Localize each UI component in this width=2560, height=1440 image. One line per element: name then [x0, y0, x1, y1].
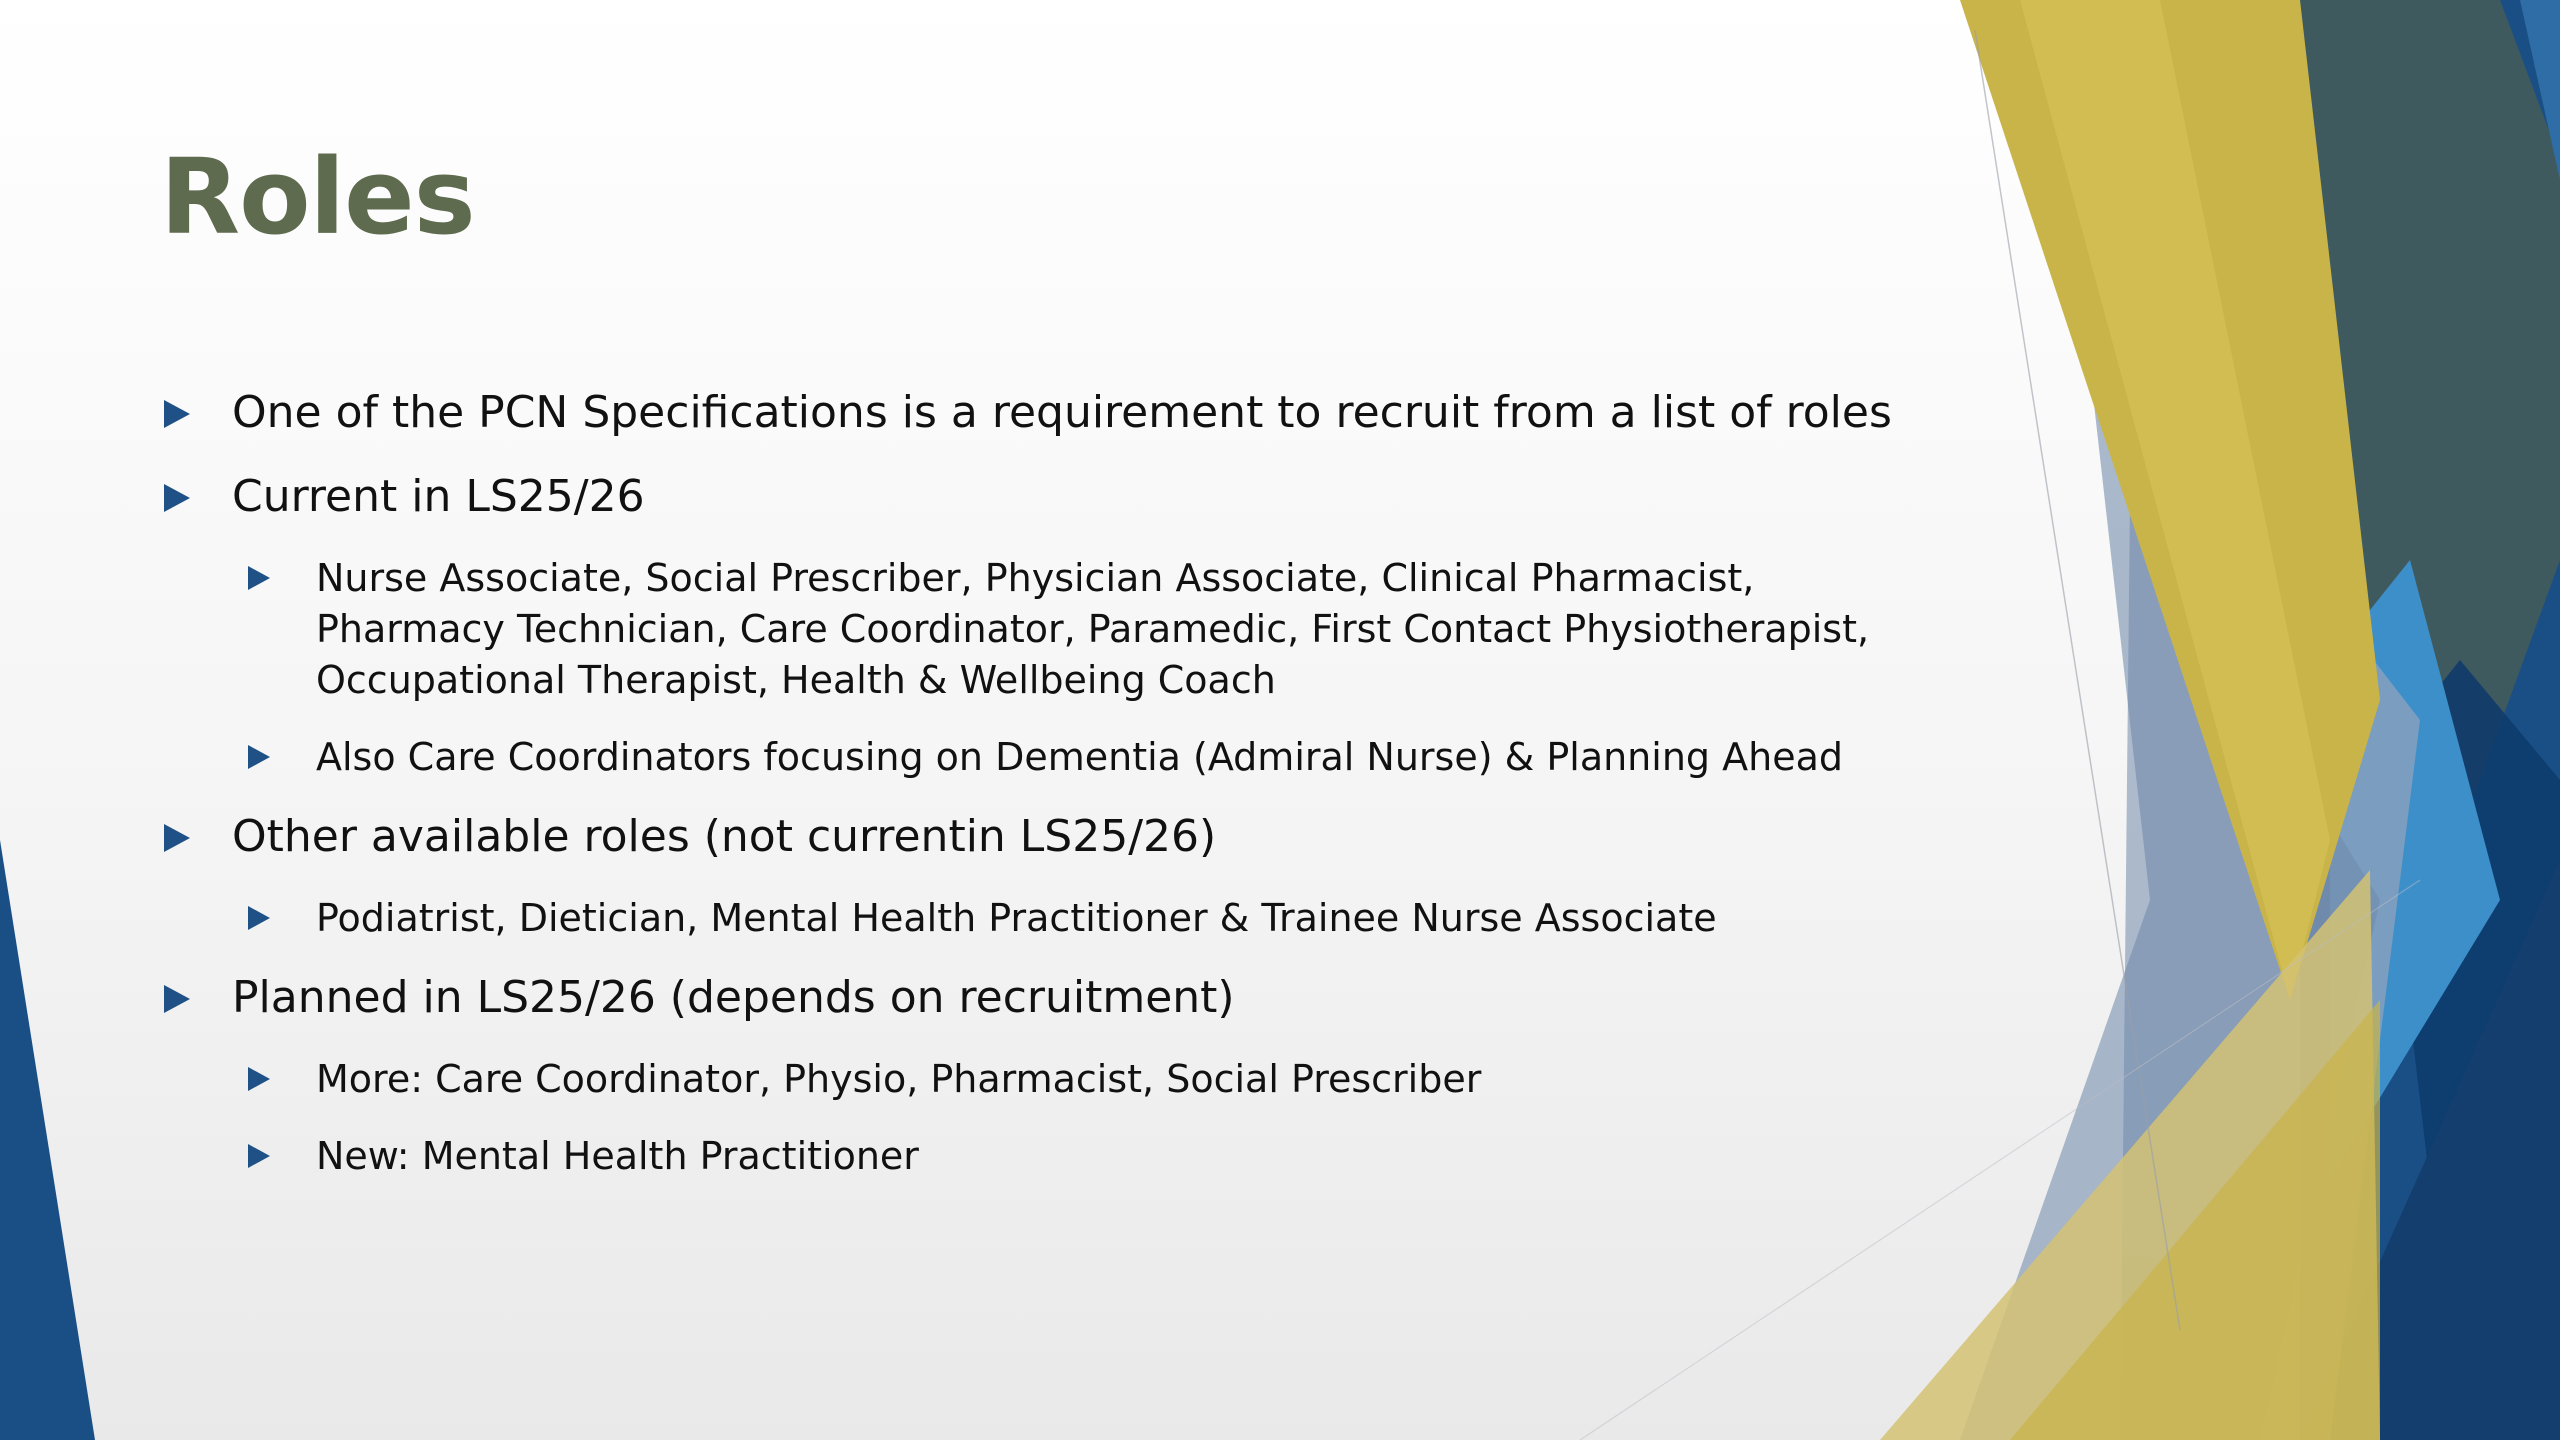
triangle-bullet-icon: [164, 400, 190, 428]
bullet-text: Other available roles (not currentin LS25/26): [232, 811, 1217, 862]
sub-bullet-care-coordinators: [244, 732, 1920, 783]
bullet-text: Also Care Coordinators focusing on Dementia (Admiral Nurse) & Planning Ahead: [316, 735, 1843, 779]
sub-bullet-new-roles: [244, 1131, 1920, 1182]
sub-bullet-more-roles: [244, 1054, 1920, 1105]
bullet-text: Podiatrist, Dietician, Mental Health Practitioner & Trainee Nurse Associate: [316, 896, 1717, 940]
bullet-current: [160, 469, 1920, 525]
bullet-text: New: Mental Health Practitioner: [316, 1134, 919, 1178]
bullet-pcn-specifications: [160, 385, 1920, 441]
bullet-planned: [160, 970, 1920, 1026]
bullet-text: More: Care Coordinator, Physio, Pharmacist, Social Prescriber: [316, 1057, 1482, 1101]
bullet-list: [160, 385, 1920, 1208]
bullet-text: Current in LS25/26: [232, 471, 645, 522]
triangle-bullet-icon: [164, 824, 190, 852]
triangle-bullet-icon: [248, 1067, 270, 1091]
triangle-bullet-icon: [248, 906, 270, 930]
sub-bullet-other-roles-list: [244, 893, 1920, 944]
sub-bullet-current-roles: [244, 553, 1920, 706]
bullet-other-roles: [160, 809, 1920, 865]
triangle-bullet-icon: [164, 484, 190, 512]
slide-title: Roles: [160, 136, 475, 258]
bullet-text: Nurse Associate, Social Prescriber, Physician Associate, Clinical Pharmacist, Pharmacy Technician, Care Coordinator, Paramedic, First Contact Physiotherapist, Occupational Therapist, Health & Wellbeing Coach: [316, 556, 1870, 702]
triangle-bullet-icon: [248, 566, 270, 590]
bullet-text: Planned in LS25/26 (depends on recruitment): [232, 972, 1235, 1023]
bullet-text: One of the PCN Specifications is a requirement to recruit from a list of roles: [232, 387, 1892, 438]
triangle-bullet-icon: [248, 1144, 270, 1168]
triangle-bullet-icon: [164, 985, 190, 1013]
triangle-bullet-icon: [248, 745, 270, 769]
